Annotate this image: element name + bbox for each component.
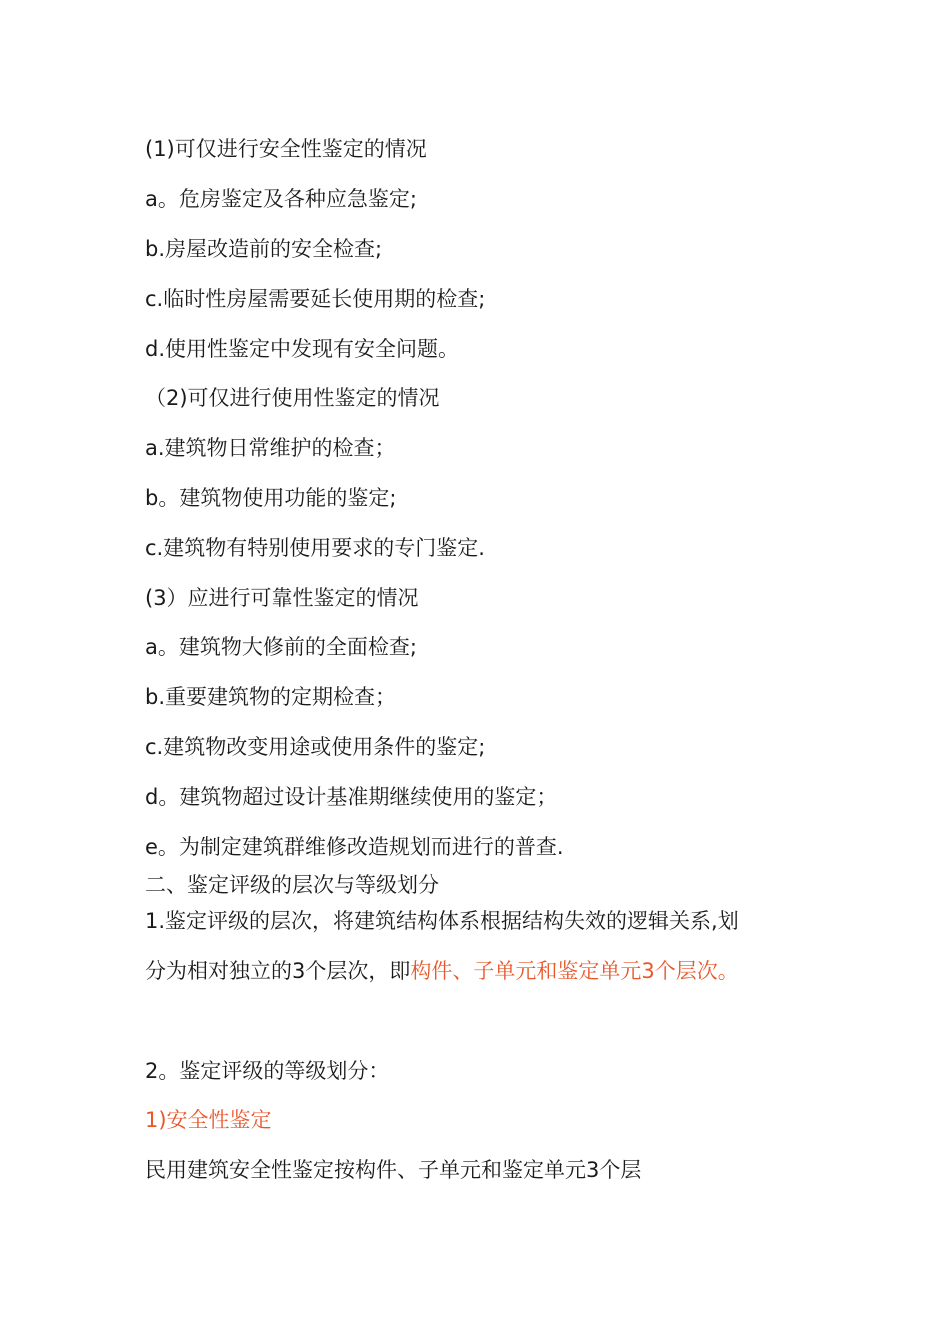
list-item: c.临时性房屋需要延长使用期的检查;: [145, 287, 486, 311]
list-item: a。危房鉴定及各种应急鉴定;: [145, 187, 417, 211]
list-item: e。为制定建筑群维修改造规划而进行的普查.: [145, 835, 564, 859]
list-item: b.房屋改造前的安全检查;: [145, 237, 383, 261]
subheading-safety: 1)安全性鉴定: [145, 1108, 272, 1132]
heading-safety-only: (1)可仅进行安全性鉴定的情况: [145, 137, 427, 161]
heading-reliability: (3）应进行可靠性鉴定的情况: [145, 586, 419, 610]
list-item: b。建筑物使用功能的鉴定;: [145, 486, 397, 510]
paragraph-line: [145, 957, 739, 985]
highlighted-text: 构件、子单元和鉴定单元3个层次: [410, 959, 718, 983]
section-heading: 二、鉴定评级的层次与等级划分: [145, 873, 439, 897]
paragraph-line: 民用建筑安全性鉴定按构件、子单元和鉴定单元3个层: [145, 1158, 642, 1182]
heading-usability-only: （2)可仅进行使用性鉴定的情况: [145, 386, 440, 410]
list-item: b.重要建筑物的定期检查；: [145, 685, 397, 709]
section-heading-grading: 2。鉴定评级的等级划分：: [145, 1059, 390, 1083]
highlighted-period: 。: [717, 959, 739, 983]
paragraph-text: 分为相对独立的3个层次，即: [145, 959, 411, 983]
paragraph-line: 1.鉴定评级的层次，将建筑结构体系根据结构失效的逻辑关系,划: [145, 909, 739, 933]
list-item: d。建筑物超过设计基准期继续使用的鉴定；: [145, 785, 558, 809]
list-item: c.建筑物改变用途或使用条件的鉴定;: [145, 735, 486, 759]
list-item: d.使用性鉴定中发现有安全问题。: [145, 337, 460, 361]
list-item: c.建筑物有特别使用要求的专门鉴定.: [145, 536, 485, 560]
list-item: a。建筑物大修前的全面检查;: [145, 635, 417, 659]
list-item: a.建筑物日常维护的检查；: [145, 436, 396, 460]
